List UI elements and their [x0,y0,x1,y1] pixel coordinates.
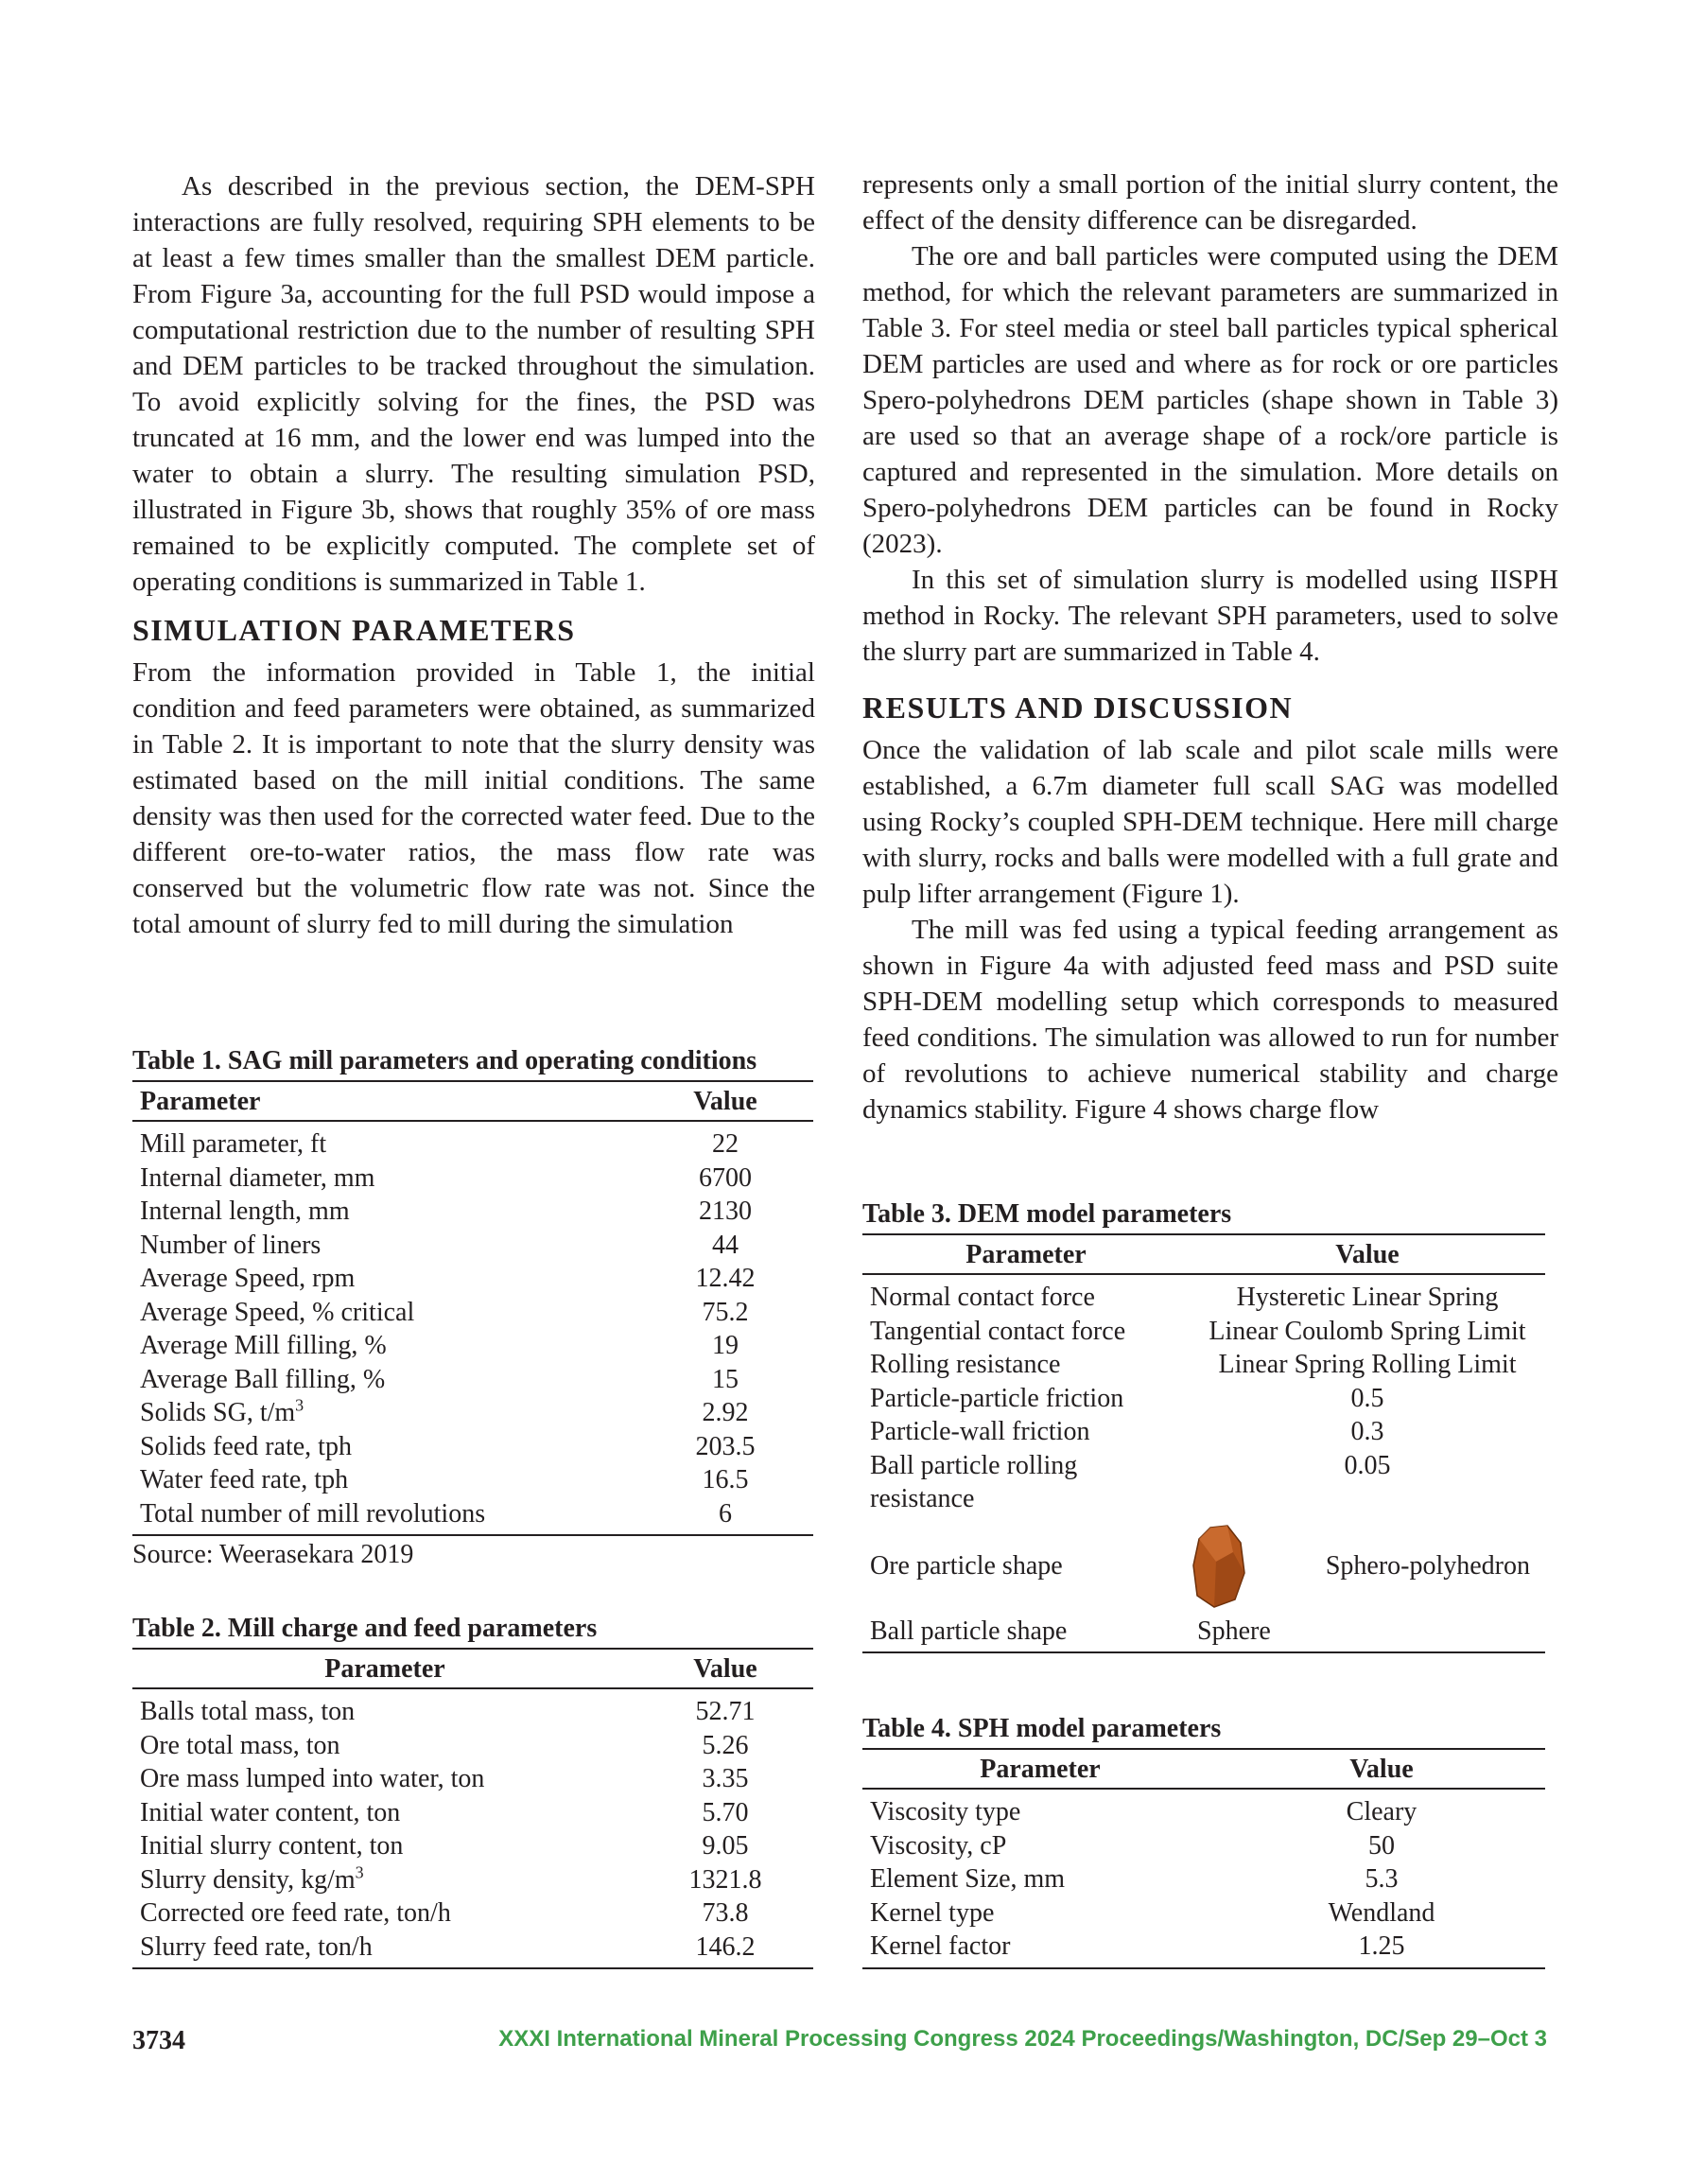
table-cell: 0.05 [1344,1450,1391,1480]
table-cell: Rolling resistance [870,1350,1061,1379]
unit-superscript: 3 [355,1862,364,1882]
page-number: 3734 [132,2026,185,2055]
table-cell: 203.5 [695,1431,756,1461]
table-cell: 9.05 [702,1831,749,1861]
table-cell: 52.71 [695,1697,756,1726]
table-row [132,1688,813,1729]
table-3 [862,1197,1545,1653]
table-cell: Internal length, mm [140,1197,350,1226]
table-row [862,1829,1545,1863]
ore-particle-icon [1190,1524,1246,1609]
left-column [132,168,815,942]
table-cell: Kernel type [870,1897,995,1928]
table-cell: Wendland [1328,1897,1435,1928]
table-row [862,1415,1545,1449]
table-cell: 3.35 [702,1764,749,1793]
table-cell: Mill parameter, ft [140,1129,327,1159]
table-source: Source: Weerasekara 2019 [132,1540,414,1569]
table-cell: Normal contact force [870,1283,1095,1312]
table-row [132,1762,813,1796]
table-1 [132,1044,813,1536]
table-cell: Average Speed, rpm [140,1264,356,1293]
table-row [862,1315,1545,1349]
table-cell: Sphere [1197,1616,1271,1646]
body-paragraph: The ore and ball particles were computed using the DEM method, for which the relevant parameters are summarized in Table 3. For steel media or steel ball particles typical spherical DEM particles are used and where as for rock or ore particles Spero-polyhedrons DEM particles (shape shown in Table 3) are used so that an average shape of a rock/ore particle is captured and represented in the simulation. More details on Spero-polyhedrons DEM particles can be found in Rocky (2023). [862,241,1558,559]
table-cell: 19 [712,1331,739,1360]
section-heading: RESULTS AND DISCUSSION [862,690,1294,725]
unit-superscript: 3 [295,1395,304,1415]
table-cell: Linear Spring Rolling Limit [1218,1350,1517,1379]
table-cell: Solids SG, $t/m^3$ [140,1395,304,1427]
data-table [132,1648,813,1969]
proceedings-footer: XXXI International Mineral Processing Congress 2024 Proceedings/Washington, DC/Sep 29–Oct 3 [498,2026,1547,2052]
table-cell: Slurry density, $kg/m^3$ [140,1862,364,1895]
table-cell: 2130 [699,1197,752,1226]
table-cell: 2.92 [702,1398,749,1427]
table-row [132,1195,813,1229]
table-cell: Number of liners [140,1230,322,1260]
table-cell: Average Ball filling, % [140,1364,386,1394]
table-cell: Ore total mass, ton [140,1730,340,1760]
table-row [132,1931,813,1969]
table-cell: Kernel factor [870,1931,1011,1961]
column-header: Value [1218,1749,1545,1789]
table-cell: 5.70 [702,1797,749,1827]
table-cell: 50 [1368,1830,1395,1861]
table-cell: Particle-particle friction [870,1383,1124,1413]
table-row [862,1274,1545,1315]
table-cell: 44 [712,1230,739,1260]
table-row [862,1930,1545,1968]
ore-shape-value: Sphero-polyhedron [1325,1550,1530,1581]
data-table [132,1080,813,1536]
table-row [862,1789,1545,1829]
table-cell: Ore particle shape [870,1550,1063,1581]
body-paragraph: Once the validation of lab scale and pilot scale mills were established, a 6.7m diameter full scall SAG was modelled using Rocky’s coupled SPH-DEM technique. Here mill charge with slurry, rocks and balls were modelled with a full grate and pulp lifter arrangement (Figure 1). [862,735,1558,909]
table-row [132,1229,813,1263]
data-table [862,1748,1545,1969]
table-cell: 146.2 [695,1931,756,1962]
column-header: Value [637,1081,813,1121]
table-row [862,1449,1545,1516]
table-row [132,1329,813,1363]
table-cell: 75.2 [702,1297,749,1327]
table-cell: Ore mass lumped into water, ton [140,1764,485,1793]
table-cell: 0.3 [1350,1417,1384,1446]
right-column [862,166,1558,1127]
table-2 [132,1612,813,1969]
column-header: Value [637,1649,813,1688]
column-header: Value [1190,1234,1545,1274]
table-cell: Initial water content, ton [140,1797,401,1827]
table-row [132,1121,813,1162]
table-cell: Total number of mill revolutions [140,1498,486,1529]
table-row [862,1348,1545,1382]
table-cell: Slurry feed rate, ton/h [140,1931,373,1962]
table-4 [862,1712,1545,1969]
table-row [132,1497,813,1536]
column-header: Parameter [132,1649,637,1688]
table-cell [1190,1516,1545,1609]
table-cell: 16.5 [702,1465,749,1494]
table-row [862,1609,1545,1653]
table-cell: Viscosity type [870,1797,1021,1826]
table-cell: 0.5 [1350,1383,1384,1413]
table-row [132,1796,813,1830]
table-caption: Table 4. SPH model parameters [862,1714,1222,1743]
table-cell: Viscosity, cP [870,1830,1007,1861]
table-row [132,1363,813,1397]
body-paragraph: represents only a small portion of the initial slurry content, the effect of the density difference can be disregarded. [862,169,1558,236]
column-header: Parameter [132,1081,637,1121]
table-caption: Table 3. DEM model parameters [862,1199,1232,1229]
table-cell: Tangential contact force [870,1316,1126,1346]
table-caption: Table 1. SAG mill parameters and operating conditions [132,1046,757,1075]
table-row [132,1896,813,1931]
table-cell: 15 [712,1364,739,1394]
table-cell: 1321.8 [688,1864,762,1895]
table-cell: Corrected ore feed rate, ton/h [140,1898,451,1928]
column-header: Parameter [862,1234,1190,1274]
body-paragraph: The mill was fed using a typical feeding arrangement as shown in Figure 4a with adjusted feed mass and PSD suite SPH-DEM modelling setup which corresponds to measured feed conditions. The simulation was allowed to run for number of revolutions to achieve numerical stability and charge dynamics stability. Figure 4 shows charge flow [862,915,1558,1125]
table-cell: 22 [712,1129,739,1159]
table-cell: Internal diameter, mm [140,1162,375,1193]
table-caption: Table 2. Mill charge and feed parameters [132,1614,598,1643]
table-cell: 5.26 [702,1730,749,1760]
table-cell: Initial slurry content, ton [140,1831,404,1861]
table-row [862,1862,1545,1896]
table-cell: Cleary [1346,1797,1417,1826]
table-cell: Ball particle rolling resistance [870,1450,1078,1513]
table-row [132,1863,813,1897]
table-cell: 6700 [699,1162,752,1193]
column-header: Parameter [862,1749,1218,1789]
table-cell: 5.3 [1365,1864,1399,1894]
table-cell: Average Mill filling, % [140,1331,387,1360]
table-row [132,1262,813,1296]
body-paragraph: In this set of simulation slurry is modelled using IISPH method in Rocky. The relevant SPH parameters, used to solve the slurry part are summarized in Table 4. [862,565,1558,667]
table-row [132,1296,813,1330]
table-cell: Balls total mass, ton [140,1697,356,1726]
table-cell: 12.42 [695,1264,756,1293]
table-row [132,1430,813,1464]
table-cell: Ball particle shape [870,1616,1068,1646]
table-cell: 73.8 [702,1898,749,1928]
table-cell: 6 [719,1498,732,1529]
table-cell: Particle-wall friction [870,1417,1090,1446]
table-cell: Linear Coulomb Spring Limit [1209,1316,1526,1346]
table-cell: Solids feed rate, tph [140,1431,352,1461]
data-table [862,1233,1545,1653]
body-paragraph: As described in the previous section, the DEM-SPH interactions are fully resolved, requiring SPH elements to be at least a few times smaller than the smallest DEM particle. From Figure 3a, accounting for the full PSD would impose a computational restriction due to the number of resulting SPH and DEM particles to be tracked throughout the simulation. To avoid explicitly solving for the fines, the PSD was truncated at 16 mm, and the lower end was lumped into the water to obtain a slurry. The resulting simulation PSD, illustrated in Figure 3b, shows that roughly 35% of ore mass remained to be explicitly computed. The complete set of operating conditions is summarized in Table 1. [132,171,815,597]
table-row [132,1829,813,1863]
table-cell: Average Speed, % critical [140,1297,415,1327]
table-cell: Element Size, mm [870,1864,1066,1894]
section-heading: SIMULATION PARAMETERS [132,613,576,647]
table-row [132,1463,813,1497]
table-row [132,1162,813,1196]
table-cell: Water feed rate, tph [140,1465,349,1494]
table-row [862,1382,1545,1416]
body-paragraph: From the information provided in Table 1, the initial condition and feed parameters were obtained, as summarized in Table 2. It is important to note that the slurry density was estimated based on the mill initial conditions. The same density was then used for the corrected water feed. Due to the different ore-to-water ratios, the mass flow rate was conserved but the volumetric flow rate was not. Since the total amount of slurry fed to mill during the simulation [132,657,815,939]
table-row [132,1729,813,1763]
table-cell: 1.25 [1358,1931,1405,1961]
table-row [862,1896,1545,1931]
table-row [862,1516,1545,1609]
table-row [132,1396,813,1430]
table-cell: Hysteretic Linear Spring [1236,1283,1499,1312]
